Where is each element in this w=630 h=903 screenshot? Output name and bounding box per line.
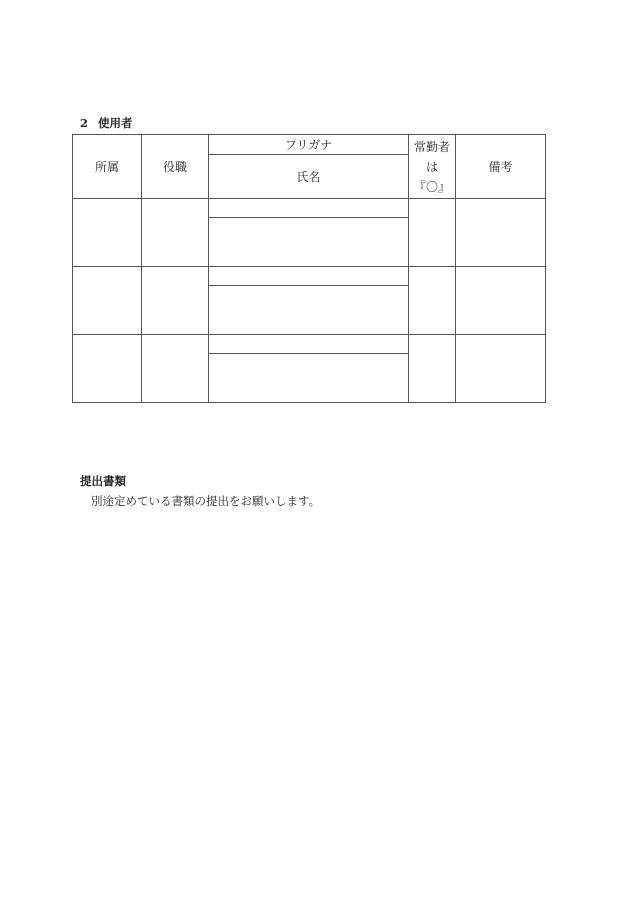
cell-fulltime[interactable] [409,199,456,267]
cell-remarks[interactable] [456,335,546,403]
cell-position[interactable] [142,335,209,403]
cell-fulltime[interactable] [409,335,456,403]
header-fulltime-line1: 常勤者 [413,139,450,154]
documents-title: 提出書類 [80,474,126,488]
section-title: 使用者 [98,116,133,130]
documents-body: 別途定めている書類の提出をお願いします。 [91,494,321,508]
cell-affiliation[interactable] [73,267,142,335]
header-fulltime [409,135,456,199]
cell-name[interactable] [209,354,409,403]
table-row [73,267,546,286]
table-row [73,199,546,218]
cell-furigana[interactable] [209,199,409,218]
cell-position[interactable] [142,199,209,267]
cell-remarks[interactable] [456,199,546,267]
cell-furigana[interactable] [209,267,409,286]
header-position: 役職 [142,135,209,199]
cell-name[interactable] [209,286,409,335]
cell-position[interactable] [142,267,209,335]
section-heading [80,115,133,131]
cell-name[interactable] [209,218,409,267]
cell-remarks[interactable] [456,267,546,335]
cell-affiliation[interactable] [73,199,142,267]
table-row [73,335,546,354]
header-name: 氏名 [209,155,409,199]
header-affiliation: 所属 [73,135,142,199]
header-fulltime-line3: 『〇』 [413,179,450,194]
cell-furigana[interactable] [209,335,409,354]
header-furigana: フリガナ [209,135,409,155]
cell-affiliation[interactable] [73,335,142,403]
users-table [72,134,546,403]
section-number: 2 [80,116,89,130]
cell-fulltime[interactable] [409,267,456,335]
header-remarks: 備考 [456,135,546,199]
header-fulltime-line2: は [425,159,438,174]
